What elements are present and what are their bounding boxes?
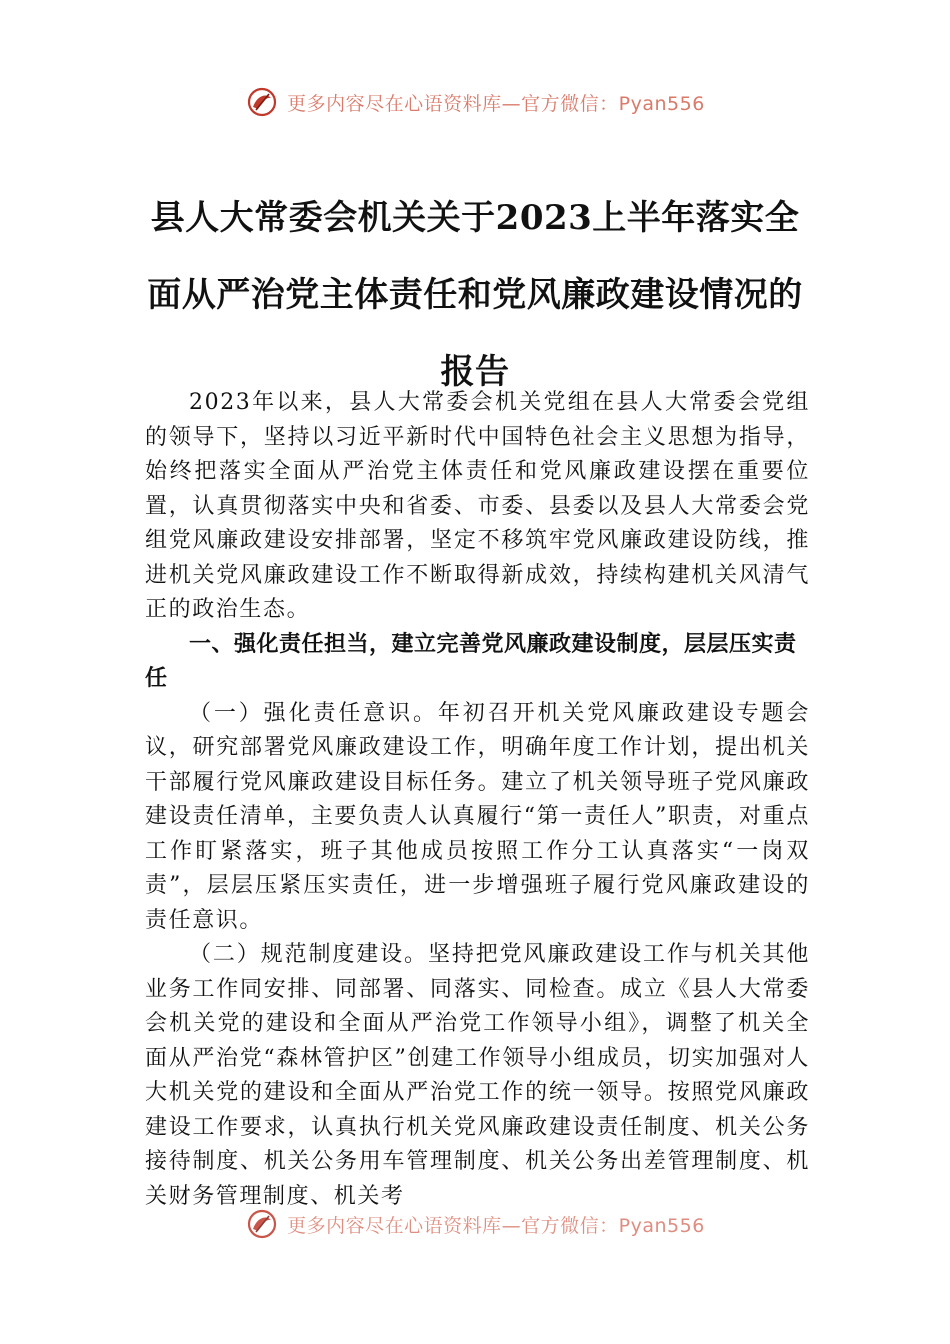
document-body <box>145 386 810 1214</box>
item-1-paragraph: （一）强化责任意识。年初召开机关党风廉政建设专题会议，研究部署党风廉政建设工作，明确年度工作计划，提出机关干部履行党风廉政建设目标任务。建立了机关领导班子党风廉政建设责任清单，主要负责人认真履行“第一责任人”职责，对重点工作盯紧落实，班子其他成员按照工作分工认真落实“一岗双责”，层层压紧压实责任，进一步增强班子履行党风廉政建设的责任意识。 <box>145 700 810 933</box>
pen-swirl-logo-icon <box>245 1207 279 1241</box>
watermark-text-footer: 更多内容尽在心语资料库—官方微信：Pyan556 <box>287 1214 705 1237</box>
section-1-heading: 一、强化责任担当，建立完善党风廉政建设制度，层层压实责任 <box>145 631 797 691</box>
watermark-footer <box>0 1204 950 1244</box>
watermark-text: 更多内容尽在心语资料库—官方微信：Pyan556 <box>287 92 705 115</box>
watermark-header <box>0 82 950 122</box>
item-2-paragraph: （二）规范制度建设。坚持把党风廉政建设工作与机关其他业务工作同安排、同部署、同落实、同检查。成立《县人大常委会机关党的建设和全面从严治党工作领导小组》，调整了机关全面从严治党“森林管护区”创建工作领导小组成员，切实加强对人大机关党的建设和全面从严治党工作的统一领导。按照党风廉政建设工作要求，认真执行机关党风廉政建设责任制度、机关公务接待制度、机关公务用车管理制度、机关公务出差管理制度、机关财务管理制度、机关考 <box>145 942 810 1209</box>
document-title: 县人大常委会机关关于2023上半年落实全面从严治党主体责任和党风廉政建设情况的报告 <box>147 198 803 392</box>
pen-swirl-logo-icon <box>245 85 279 119</box>
intro-paragraph: 2023年以来，县人大常委会机关党组在县人大常委会党组的领导下，坚持以习近平新时代中国特色社会主义思想为指导，始终把落实全面从严治党主体责任和党风廉政建设摆在重要位置，认真贯彻落实中央和省委、市委、县委以及县人大常委会党组党风廉政建设安排部署，坚定不移筑牢党风廉政建设防线，推进机关党风廉政建设工作不断取得新成效，持续构建机关风清气正的政治生态。 <box>145 390 810 622</box>
